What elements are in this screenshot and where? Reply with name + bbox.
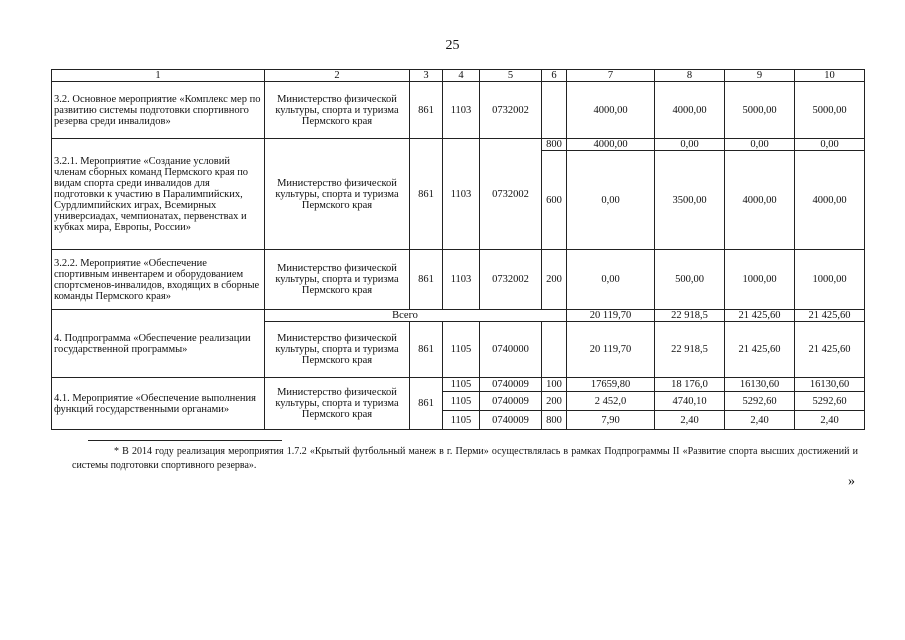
cell-c9: 4000,00 — [725, 151, 795, 250]
cell-c10: 16130,60 — [795, 378, 865, 392]
cell-c5: 0732002 — [480, 82, 542, 139]
column-header: 4 — [443, 70, 480, 82]
cell-c5: 0740009 — [480, 411, 542, 430]
cell-c10: 0,00 — [795, 139, 865, 151]
column-header: 10 — [795, 70, 865, 82]
cell-c10: 21 425,60 — [795, 310, 865, 322]
cell-c3: 861 — [410, 322, 443, 378]
cell-c7: 17659,80 — [567, 378, 655, 392]
total-label-text: Всего — [392, 310, 418, 321]
cell-c3: 861 — [410, 82, 443, 139]
footnote-separator — [88, 440, 282, 441]
cell-c6: 200 — [542, 250, 567, 310]
cell-c7: 0,00 — [567, 250, 655, 310]
cell-c9: 5292,60 — [725, 392, 795, 411]
program-finance-table — [51, 69, 865, 430]
cell-c6: 800 — [542, 411, 567, 430]
cell-c10: 21 425,60 — [795, 322, 865, 378]
cell-c7: 4000,00 — [567, 82, 655, 139]
cell-c10: 5292,60 — [795, 392, 865, 411]
cell-c9: 0,00 — [725, 139, 795, 151]
column-header: 2 — [265, 70, 410, 82]
cell-c8: 4740,10 — [655, 392, 725, 411]
cell-c7: 2 452,0 — [567, 392, 655, 411]
row-name-3-2-2: 3.2.2. Мероприятие «Обеспечение спортивным инвентарем и оборудованием спортсменов-инвалидов, входящих в сборные команды Пермского края» — [52, 250, 265, 310]
cell-c10: 2,40 — [795, 411, 865, 430]
ministry-cell: Министерство физической культуры, спорта и туризма Пермского края — [265, 322, 410, 378]
column-header: 6 — [542, 70, 567, 82]
cell-c7: 4000,00 — [567, 139, 655, 151]
cell-c6 — [542, 82, 567, 139]
row-name-3-2: 3.2. Основное мероприятие «Комплекс мер по развитию системы подготовки спортивного резерва среди инвалидов» — [52, 82, 265, 139]
cell-c6: 100 — [542, 378, 567, 392]
cell-c4: 1105 — [443, 392, 480, 411]
table-row — [52, 310, 865, 322]
column-header: 1 — [52, 70, 265, 82]
header-row — [52, 70, 865, 82]
cell-c8: 2,40 — [655, 411, 725, 430]
cell-c6: 600 — [542, 151, 567, 250]
cell-c4: 1105 — [443, 322, 480, 378]
cell-c3: 861 — [410, 378, 443, 430]
cell-c8: 22 918,5 — [655, 310, 725, 322]
table-row — [52, 378, 865, 392]
cell-c9: 21 425,60 — [725, 322, 795, 378]
cell-c4: 1105 — [443, 411, 480, 430]
ministry-cell: Министерство физической культуры, спорта и туризма Пермского края — [265, 378, 410, 430]
cell-c9: 5000,00 — [725, 82, 795, 139]
cell-c10: 4000,00 — [795, 151, 865, 250]
cell-c4: 1103 — [443, 82, 480, 139]
cell-c9: 1000,00 — [725, 250, 795, 310]
cell-c7: 20 119,70 — [567, 310, 655, 322]
page-number: 25 — [445, 38, 460, 53]
cell-c7: 7,90 — [567, 411, 655, 430]
cell-c9: 16130,60 — [725, 378, 795, 392]
cell-c5: 0740009 — [480, 392, 542, 411]
cell-c10: 1000,00 — [795, 250, 865, 310]
cell-c8: 22 918,5 — [655, 322, 725, 378]
footnote: * В 2014 году реализация мероприятия 1.7.2 «Крытый футбольный манеж в г. Перми» осуществлялась в рамках Подпрограммы II «Развитие спорта высших достижений и системы подготовки спортивного резерва». — [72, 446, 858, 471]
column-header: 9 — [725, 70, 795, 82]
column-header: 8 — [655, 70, 725, 82]
cell-c5: 0732002 — [480, 139, 542, 250]
total-label — [265, 310, 567, 322]
cell-c4: 1103 — [443, 139, 480, 250]
cell-c8: 18 176,0 — [655, 378, 725, 392]
cell-c5: 0732002 — [480, 250, 542, 310]
cell-c5: 0740000 — [480, 322, 542, 378]
table-row — [52, 250, 865, 310]
ministry-cell: Министерство физической культуры, спорта и туризма Пермского края — [265, 82, 410, 139]
cell-c8: 0,00 — [655, 139, 725, 151]
cell-c7: 20 119,70 — [567, 322, 655, 378]
cell-c8: 4000,00 — [655, 82, 725, 139]
cell-c4: 1105 — [443, 378, 480, 392]
ministry-cell: Министерство физической культуры, спорта и туризма Пермского края — [265, 250, 410, 310]
cell-c9: 21 425,60 — [725, 310, 795, 322]
cell-c6 — [542, 322, 567, 378]
ministry-cell: Министерство физической культуры, спорта и туризма Пермского края — [265, 139, 410, 250]
cell-c6: 800 — [542, 139, 567, 151]
cell-c9: 2,40 — [725, 411, 795, 430]
cell-c10: 5000,00 — [795, 82, 865, 139]
cell-c5: 0740009 — [480, 378, 542, 392]
cell-c6: 200 — [542, 392, 567, 411]
row-name-3-2-1: 3.2.1. Мероприятие «Создание условий членам сборных команд Пермского края по видам спорта среди инвалидов для подготовки к участию в Паралимпийских, Сурдлимпийских играх, Всемирных универсиадах, чемпионатах, первенствах и кубках мира, Европы, России» — [52, 139, 265, 250]
cell-c8: 3500,00 — [655, 151, 725, 250]
cell-c4: 1103 — [443, 250, 480, 310]
row-name-4: 4. Подпрограмма «Обеспечение реализации государственной программы» — [52, 310, 265, 378]
table-row — [52, 139, 865, 151]
closing-quote: » — [848, 474, 855, 489]
cell-c3: 861 — [410, 250, 443, 310]
row-name-4-1: 4.1. Мероприятие «Обеспечение выполнения функций государственными органами» — [52, 378, 265, 430]
cell-c7: 0,00 — [567, 151, 655, 250]
cell-c8: 500,00 — [655, 250, 725, 310]
cell-c3: 861 — [410, 139, 443, 250]
column-header: 7 — [567, 70, 655, 82]
column-header: 5 — [480, 70, 542, 82]
table-row — [52, 82, 865, 139]
column-header: 3 — [410, 70, 443, 82]
